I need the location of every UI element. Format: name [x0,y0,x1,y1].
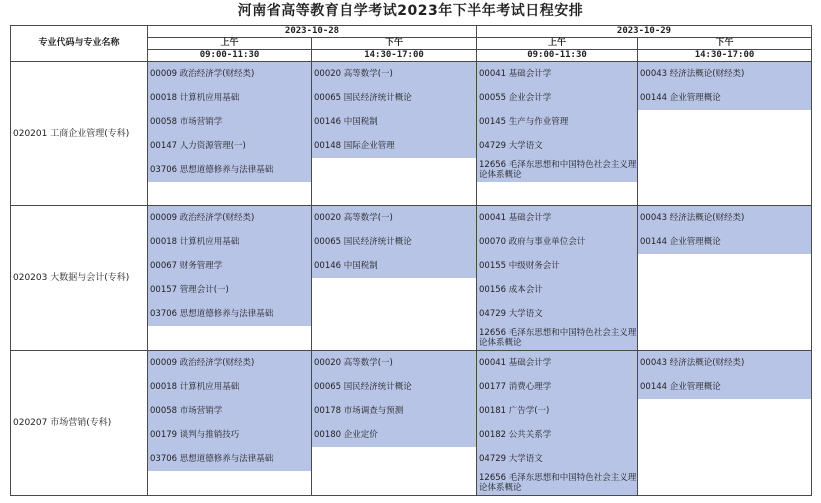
course-entry: 00018 计算机应用基础 [148,375,311,399]
course-entry: 00145 生产与作业管理 [477,110,637,134]
course-entry: 04729 大学语文 [477,302,637,326]
course-entry: 03706 思想道德修养与法律基础 [148,302,311,326]
major-row [11,351,812,496]
exam-slot [148,62,312,206]
exam-slot [312,62,477,206]
course-entry: 00157 管理会计(一) [148,278,311,302]
course-entry: 00179 谈判与推销技巧 [148,423,311,447]
course-entry: 00178 市场调查与预测 [312,399,476,423]
course-entry: 00009 政治经济学(财经类) [148,206,311,230]
course-entry: 00070 政府与事业单位会计 [477,230,637,254]
course-entry: 00065 国民经济统计概论 [312,86,476,110]
course-entry: 00148 国际企业管理 [312,134,476,158]
exam-slot [148,351,312,496]
course-entry: 00065 国民经济统计概论 [312,230,476,254]
exam-slot [312,351,477,496]
course-entry: 00155 中级财务会计 [477,254,637,278]
course-entry: 04729 大学语文 [477,134,637,158]
exam-slot [148,206,312,351]
major-row [11,62,812,206]
time-header-4: 14:30-17:00 [638,50,812,62]
exam-slot [477,351,638,496]
time-header-2: 14:30-17:00 [312,50,477,62]
major-row [11,206,812,351]
page-title: 河南省高等教育自学考试2023年下半年考试日程安排 [237,3,584,19]
course-entry: 03706 思想道德修养与法律基础 [148,158,311,182]
course-entry: 12656 毛泽东思想和中国特色社会主义理论体系概论 [479,160,637,180]
course-entry: 00018 计算机应用基础 [148,86,311,110]
major-name: 020201 工商企业管理(专科) [11,62,148,206]
exam-slot [477,62,638,206]
major-name: 020207 市场营销(专科) [11,351,148,496]
course-entry: 00144 企业管理概论 [638,375,811,399]
course-entry: 00043 经济法概论(财经类) [638,206,811,230]
course-entry: 00058 市场营销学 [148,399,311,423]
course-entry: 00065 国民经济统计概论 [312,375,476,399]
course-entry: 00041 基础会计学 [477,62,637,86]
time-header-3: 09:00-11:30 [477,50,638,62]
exam-slot [312,206,477,351]
period-header-1: 上午 [148,38,312,50]
exam-slot [477,206,638,351]
course-entry: 00020 高等数学(一) [312,351,476,375]
schedule-table [10,25,812,496]
time-header-1: 09:00-11:30 [148,50,312,62]
course-entry: 00147 人力资源管理(一) [148,134,311,158]
date-header-2: 2023-10-29 [477,26,812,38]
exam-slot [638,62,812,206]
period-header-3: 上午 [477,38,638,50]
course-entry: 00144 企业管理概论 [638,86,811,110]
course-entry: 00182 公共关系学 [477,423,637,447]
course-entry: 00020 高等数学(一) [312,206,476,230]
course-entry: 00043 经济法概论(财经类) [638,351,811,375]
course-entry: 00020 高等数学(一) [312,62,476,86]
course-entry: 12656 毛泽东思想和中国特色社会主义理论体系概论 [479,473,637,493]
course-entry: 00041 基础会计学 [477,351,637,375]
major-column-header: 专业代码与专业名称 [11,26,148,62]
course-entry: 00055 企业会计学 [477,86,637,110]
course-entry: 03706 思想道德修养与法律基础 [148,447,311,471]
course-entry: 12656 毛泽东思想和中国特色社会主义理论体系概论 [479,328,637,348]
course-entry: 04729 大学语文 [477,447,637,471]
course-entry: 00018 计算机应用基础 [148,230,311,254]
course-entry: 00146 中国税制 [312,254,476,278]
course-entry: 00009 政治经济学(财经类) [148,62,311,86]
course-entry: 00043 经济法概论(财经类) [638,62,811,86]
course-entry: 00146 中国税制 [312,110,476,134]
course-entry: 00041 基础会计学 [477,206,637,230]
major-name: 020203 大数据与会计(专科) [11,206,148,351]
exam-slot [638,206,812,351]
course-entry: 00067 财务管理学 [148,254,311,278]
course-entry: 00144 企业管理概论 [638,230,811,254]
course-entry: 00180 企业定价 [312,423,476,447]
course-entry: 00156 成本会计 [477,278,637,302]
period-header-2: 下午 [312,38,477,50]
exam-slot [638,351,812,496]
course-entry: 00009 政治经济学(财经类) [148,351,311,375]
course-entry: 00177 消费心理学 [477,375,637,399]
course-entry: 00058 市场营销学 [148,110,311,134]
date-header-1: 2023-10-28 [148,26,477,38]
schedule-body [11,62,812,496]
course-entry: 00181 广告学(一) [477,399,637,423]
period-header-4: 下午 [638,38,812,50]
